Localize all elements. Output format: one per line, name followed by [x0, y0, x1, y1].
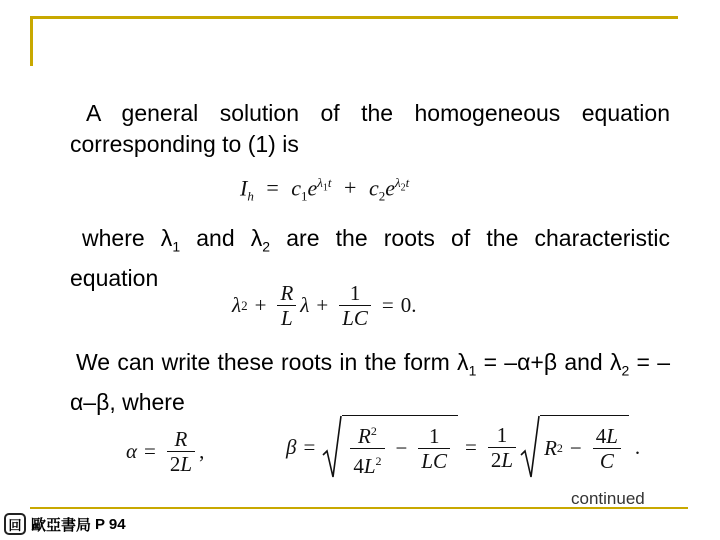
paragraph-3-text-a: We can write these roots in the form λ [76, 349, 469, 375]
paragraph-2-subscript-1: 1 [172, 238, 181, 255]
paragraph-2-subscript-2: 2 [262, 238, 271, 255]
paragraph-3-subscript-2: 2 [621, 362, 630, 379]
paragraph-1-text: A general solution of the homogeneous equation corresponding to (1) is [70, 100, 670, 157]
footer [4, 513, 126, 535]
equation-beta: β = $\frac{R^2}{4L^2}$ − $\frac{1}{LC}$ = $\frac{1}{2L}$ R 2 − $\frac{4L}{C}$ . [286, 415, 640, 479]
equation-alpha: α = $\frac{R}{2L}$ , [126, 427, 205, 476]
paragraph-3-subscript-1: 1 [468, 362, 477, 379]
publisher-logo-icon: 回 [4, 513, 26, 535]
continued-label: continued [571, 489, 645, 508]
publisher-name: 歐亞書局 [31, 516, 92, 534]
sqrt-symbol: R 2 − $\frac{4L}{C}$ [520, 415, 629, 479]
paragraph-2-text-b: and λ [180, 225, 263, 251]
page-number: P 94 [95, 515, 126, 533]
equation-characteristic: λ 2 + $\frac{R}{L}$ λ + $\frac{1}{LC}$ = 0. [232, 281, 417, 330]
paragraph-general-solution [70, 98, 670, 160]
paragraph-2-text-a: where λ [82, 225, 173, 251]
top-rule [30, 16, 678, 19]
equation-homogeneous-solution: $I_h = c_1e^{\lambda_1t} + c_2e^{\lambda_2t}$ [240, 175, 410, 204]
sqrt-symbol: $\frac{R^2}{4L^2}$ − $\frac{1}{LC}$ [322, 415, 458, 479]
paragraph-root-form [70, 347, 670, 418]
left-rule [30, 16, 33, 66]
paragraph-3-text-c: = –α–β, where [70, 349, 670, 415]
paragraph-2-text-c: are the roots of the characteristic equation [70, 225, 671, 291]
paragraph-3-text-b: = –α+β and λ [476, 349, 622, 375]
